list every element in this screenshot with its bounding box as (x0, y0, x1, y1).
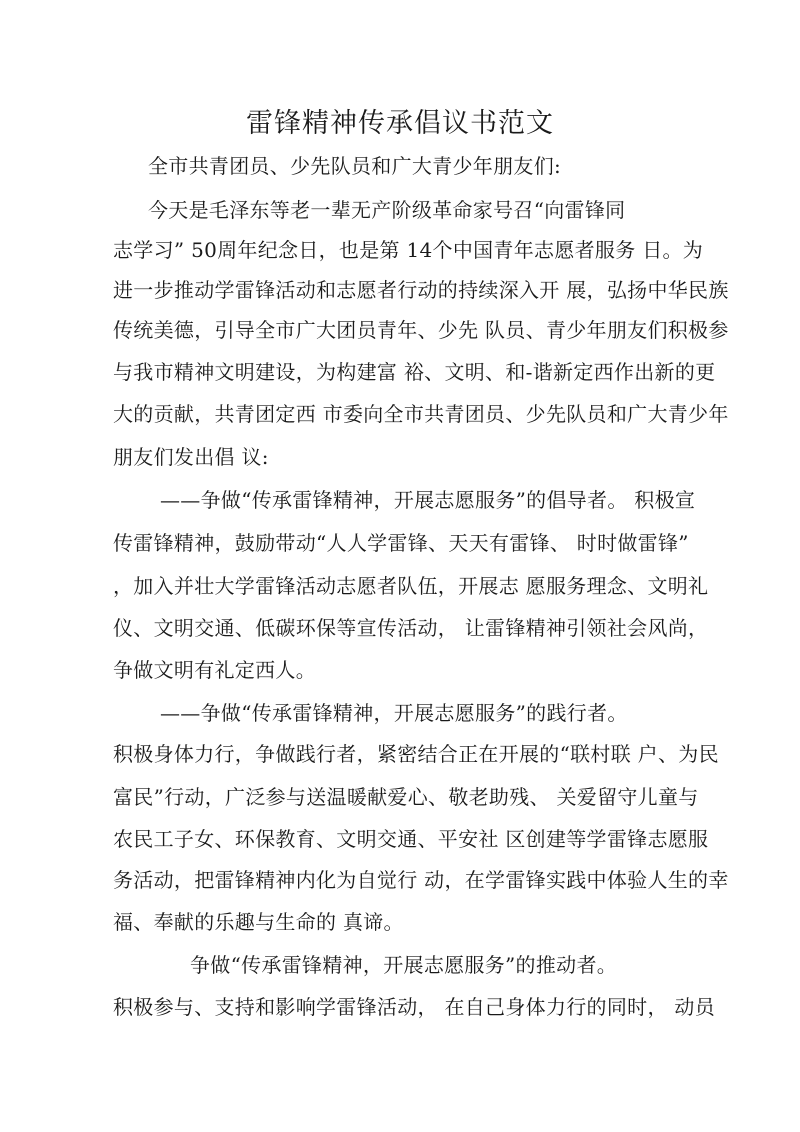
body-line: 积极参与、支持和影响学雷锋活动， 在自己身体力行的同时， 动员 (113, 995, 716, 1019)
body-line: 务活动，把雷锋精神内化为自觉行 动，在学雷锋实践中体验人生的幸 (113, 868, 729, 892)
body-line: 福、奉献的乐趣与生命的 真谛。 (113, 910, 404, 934)
document-title: 雷锋精神传承倡议书范文 (246, 108, 554, 139)
body-line: 积极身体力行，争做践行者，紧密结合正在开展的“联村联 户、为民 (113, 742, 719, 766)
proposal-heading-2: ——争做“传承雷锋精神，开展志愿服务”的践行者。 (160, 701, 628, 725)
proposal-heading-3: 争做“传承雷锋精神，开展志愿服务”的推动者。 (190, 953, 618, 977)
proposal-heading-1: ——争做“传承雷锋精神，开展志愿服务”的倡导者。 积极宣 (160, 488, 696, 512)
body-line: 朋友们发出倡 议: (113, 445, 269, 469)
body-line: 志学习” 50周年纪念日，也是第 14个中国青年志愿者服务 日。为 (113, 238, 704, 262)
body-line: 争做文明有礼定西人。 (113, 658, 316, 682)
body-line: 富民”行动，广泛参与送温暖献爱心、敬老助残、 关爱留守儿童与 (113, 785, 699, 809)
body-line: ，加入并壮大学雷锋活动志愿者队伍，开展志 愿服务理念、文明礼 (113, 574, 709, 598)
body-line: 今天是毛泽东等老一辈无产阶级革命家号召“向雷锋同 (148, 198, 626, 222)
body-line: 传统美德，引导全市广大团员青年、少先 队员、青少年朋友们积极参 (113, 318, 729, 342)
body-line: 大的贡献，共青团定西 市委向全市共青团员、少先队员和广大青少年 (113, 402, 729, 426)
body-line: 进一步推动学雷锋活动和志愿者行动的持续深入开 展，弘扬中华民族 (113, 278, 729, 302)
body-line: 农民工子女、环保教育、文明交通、平安社 区创建等学雷锋志愿服 (113, 827, 709, 851)
body-line: 与我市精神文明建设，为构建富 裕、文明、和-谐新定西作出新的更 (113, 360, 716, 384)
body-line: 传雷锋精神，鼓励带动“人人学雷锋、天天有雷锋、 时时做雷锋” (113, 531, 689, 555)
body-line: 仪、文明交通、低碳环保等宣传活动， 让雷锋精神引领社会风尚， (113, 616, 709, 640)
salutation-line: 全市共青团员、少先队员和广大青少年朋友们: (148, 154, 562, 178)
